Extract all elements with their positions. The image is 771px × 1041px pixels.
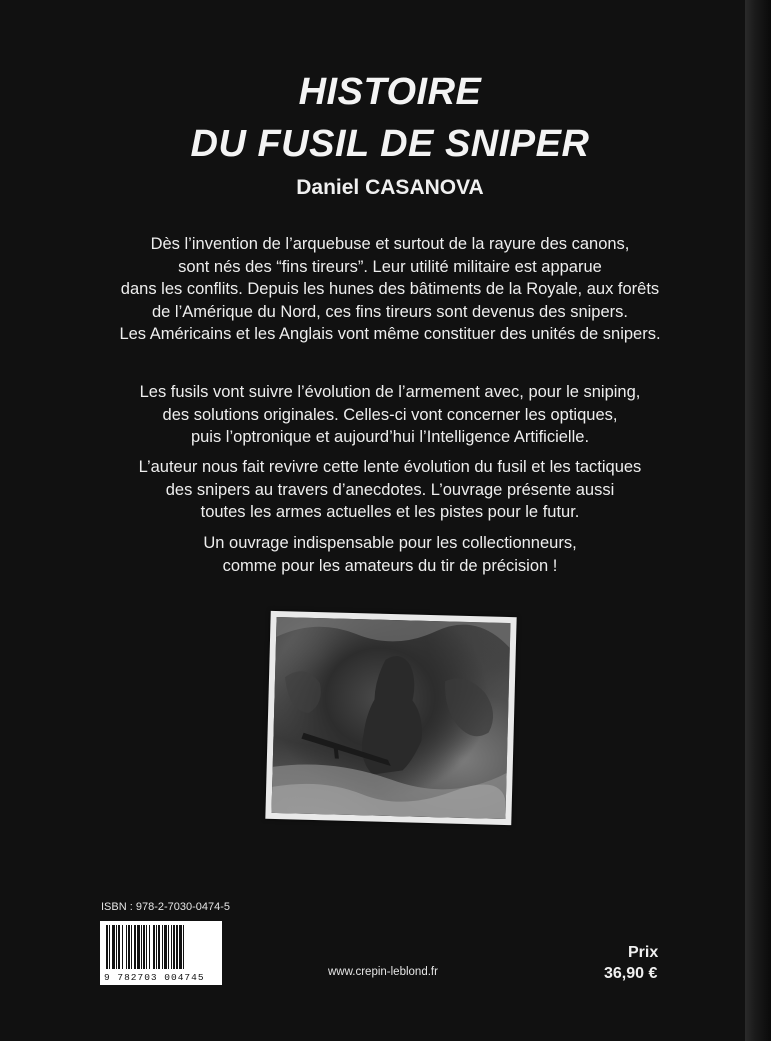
blurb-line: Les Américains et les Anglais vont même constituer des unités de snipers. xyxy=(119,325,661,343)
blurb-line: Un ouvrage indispensable pour les collectionneurs, xyxy=(203,534,577,552)
blurb-paragraph-1 xyxy=(60,233,720,346)
barcode xyxy=(100,921,222,985)
title-line-1: HISTOIRE xyxy=(298,71,482,113)
blurb-line: des solutions originales. Celles-ci vont concerner les optiques, xyxy=(162,405,618,424)
barcode-bars xyxy=(100,921,222,973)
blurb-paragraph-4 xyxy=(60,532,720,577)
book-title xyxy=(120,66,660,170)
book-author: Daniel CASANOVA xyxy=(296,176,484,199)
sniper-photo-image xyxy=(271,617,510,819)
blurb-line: puis l’optronique et aujourd’hui l’Intelligence Artificielle. xyxy=(190,428,590,446)
sniper-silhouette xyxy=(271,617,510,819)
publisher-website[interactable]: www.crepin-leblond.fr xyxy=(328,966,438,978)
blurb-line: sont nés des “fins tireurs”. Leur utilité militaire est apparue xyxy=(178,257,602,276)
blurb-paragraph-3 xyxy=(60,456,720,524)
book-spine-edge xyxy=(745,0,771,1041)
barcode-digits: 9 782703 004745 xyxy=(104,972,205,983)
title-line-2: DU FUSIL DE SNIPER xyxy=(190,123,590,165)
price-label: Prix xyxy=(628,944,659,961)
blurb-line: Dès l’invention de l’arquebuse et surtout de la rayure des canons, xyxy=(150,235,630,253)
isbn-number: ISBN : 978-2-7030-0474-5 xyxy=(101,901,231,913)
blurb-line: Les fusils vont suivre l’évolution de l’armement avec, pour le sniping, xyxy=(139,383,641,401)
blurb-line: de l’Amérique du Nord, ces fins tireurs sont devenus des snipers. xyxy=(152,302,628,321)
sniper-photo xyxy=(265,611,516,825)
price-value: 36,90 € xyxy=(604,965,658,982)
blurb-paragraph-2 xyxy=(60,381,720,449)
blurb-line: comme pour les amateurs du tir de précision ! xyxy=(222,556,558,575)
blurb-line: toutes les armes actuelles et les pistes pour le futur. xyxy=(200,503,580,521)
blurb-line: dans les conflits. Depuis les hunes des bâtiments de la Royale, aux forêts xyxy=(120,280,660,298)
blurb-line: des snipers au travers d’anecdotes. L’ouvrage présente aussi xyxy=(165,480,615,499)
blurb-line: L’auteur nous fait revivre cette lente évolution du fusil et les tactiques xyxy=(138,458,642,476)
